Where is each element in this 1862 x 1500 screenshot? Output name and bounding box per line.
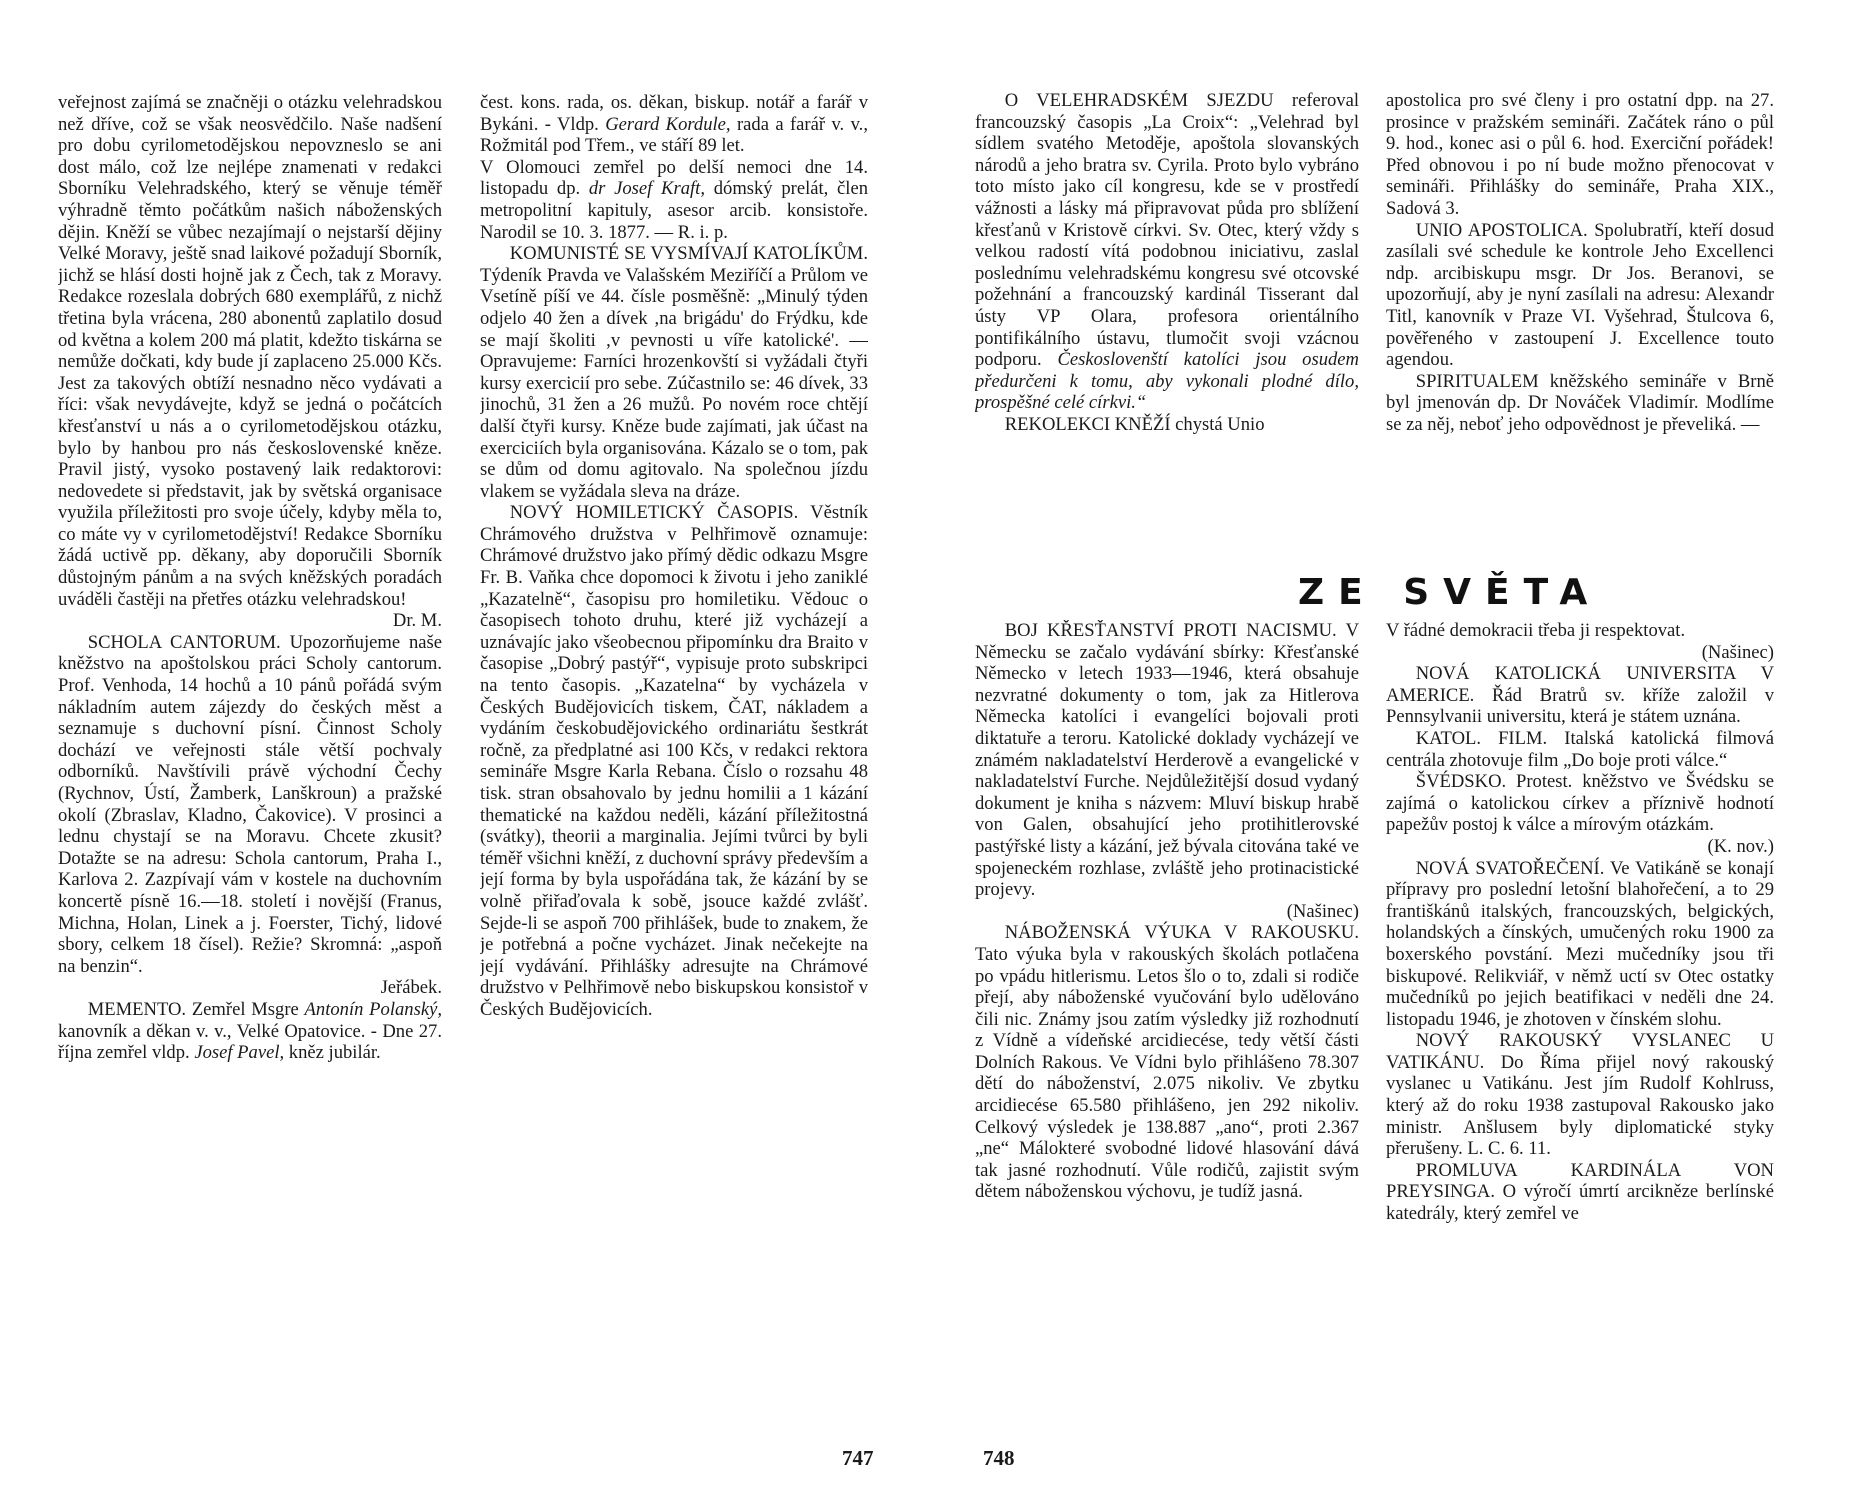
paragraph-olomouc-obituary: V Olomouci zemřel po delší nemoci dne 14. listopadu dp. dr Josef Kraft, dómský prelát, člen metropolitní kapituly, asesor arcib. konsistoře. Narodil se 10. 3. 1877. — R. i. p.	[480, 156, 868, 243]
paragraph-demokracie: V řádné demokracii třeba ji respektovat.	[1386, 620, 1686, 641]
paragraph-homileticky-casopis: NOVÝ HOMILETICKÝ ČASOPIS. Věstník Chrámového družstva v Pelhřimově oznamuje: Chrámové družstvo jako přímý dědic odkazu Msgre Fr. B. Vaňka chce dopomoci k životu i jeho zaniklé „Kazatelně“, časopisu pro homiletiku. Vědouc o časopisech tohoto druhu, které již vycházejí a uznávajíc jako všeobecnou připomínku dra Braito v časopise „Dobrý pastýř“, vypisuje proto subskripci na tento časopis. „Kazatelna“ by vycházela v Českých Budějovicích tiskem, ČAT, nákladem a vydáním českobudějovického ordinariátu šestkrát ročně, za předplatné asi 100 Kčs, v redakci rektora semináře Msgre Karla Rebana. Číslo o rozsahu 48 tisk. stran obsahovalo by jednu homilii a 1 kázání thematické na každou neděli, kázání příležitostná (svátky), theorii a marginalia. Jejími tvůrci by byli téměř všichni kněží, z duchovní správy především a její forma by byla uspořádána tak, že kázání by se volně přiřaďovala k sobě, jsouce každé zvlášť. Sejde-li se aspoň 700 přihlášek, bude to znakem, že je potřebná a počne vycházet. Jinak nečekejte na její vydávání. Přihlášky adresujte na Chrámové družstvo v Pelhřimově nebo biskupskou konsistoř v Českých Budějovicích.	[480, 502, 868, 1020]
paragraph-memento-continued: čest. kons. rada, os. děkan, biskup. notář a farář v Bykáni. - Vldp. Gerard Kordule, rada a farář v. v., Rožmitál pod Třem., ve stáří 89 let.	[480, 92, 868, 157]
paragraph-katolicka-universita: NOVÁ KATOLICKÁ UNIVERSITA V AMERICE. Řád Bratrů sv. kříže založil v Pennsylvanii universitu, která je státem uznána.	[1386, 663, 1774, 728]
signature-jerabek: Jeřábek.	[380, 977, 442, 999]
right-page-column-2-bottom	[1386, 620, 1774, 1410]
paragraph-velehradsky-sjezd: O VELEHRADSKÉM SJEZDU referoval francouzský časopis „La Croix“: „Velehrad byl sídlem svatého Metoděje, apoštola slovanských národů a jeho bratra sv. Cyrila. Proto bylo vybráno toto místo jako cíl kongresu, kde se v prostředí vážnosti a lásky má připravovat půda pro sblížení křesťanů v Kristově církvi. Sv. Otec, který vždy s velkou radostí vítá podobnou iniciativu, zaslal poslednímu velehradskému kongresu své otcovské požehnání a francouzský kardinál Tisserant dal ústy VP Olara, profesora orientálního pontifikálního ústavu, tlumočit svoji vzácnou podporu. Českoslovenští katolíci jsou osudem předurčeni k tomu, aby vykonali plodné dílo, prospěšné celé církvi.“	[975, 90, 1359, 414]
section-heading-ze-sveta: ZE SVĚTA	[1298, 572, 1602, 613]
paragraph-katol-film: KATOL. FILM. Italská katolická filmová centrála zhotovuje film „Do boje proti válce.“	[1386, 727, 1774, 771]
paragraph-velehrad-sbornik: veřejnost zajímá se značněji o otázku velehradskou než dříve, což se však neosvědčilo. Naše nadšení pro dobu cyrilometodějskou nepovzneslo se ani dost málo, což lze nejlépe znamenati v redakci Sborníku Velehradského, který se věnuje téměř výhradně těmto počátkům našich náboženských dějin. Kněží se vůbec nezajímají o nejstarší dějiny Velké Moravy, ještě snad laikové požadují Sborník, jichž se hlásí dosti hojně jak z Čech, tak z Moravy. Redakce rozeslala dobrých 680 exemplářů, z nichž třetina byla vrácena, 280 abonentů zaplatilo dosud od května a kolem 200 má platit, kdežto tiskárna se nemůže dočkati, kdy bude jí zaplaceno 25.000 Kčs. Jest za takových obtíží nesnadno něco vydávati a říci: však nevydávejte, když se jedná o počátcích křesťanství u nás a o cyrilometodějskou otázku, bylo by hanbou pro nás československé kněze. Pravil jistý, vysoko postavený laik redaktorovi: nedovedete si představit, jak by světská organisace využila příležitosti pro svoje účely, kdyby měla to, co máte vy v cyrilometodějství! Redakce Sborníku žádá uctivě pp. děkany, aby doporučili Sborník důstojným pánům a na svých kněžských poradách uváděli častěji na přetřes otázku velehradskou!	[58, 92, 442, 610]
paragraph-rakousky-vyslanec: NOVÝ RAKOUSKÝ VYSLANEC U VATIKÁNU. Do Říma přijel nový rakouský vyslanec u Vatikánu. Jest jím Rudolf Kohlruss, který až do roku 1938 zastupoval Rakousko jako ministr. Anšlusem byly diplomatické styky přerušeny. L. C. 6. 11.	[1386, 1030, 1774, 1160]
source-nasinec-1: (Našinec)	[1286, 900, 1359, 922]
page-number-right: 748	[983, 1446, 1015, 1470]
left-page-column-2	[480, 92, 868, 1412]
right-page-column-1-top	[975, 90, 1359, 558]
paragraph-unio-apostolica-rekolekce: apostolica pro své členy i pro ostatní dpp. na 27. prosince v pražském semináři. Začátek ráno o půl 9. hod., konec asi o půl 6. hod. Exerciční pořádek! Před obnovou i po ní bude možno přenocovat v semináři. Přihlášky do semináře, Praha XIX., Sadová 3.	[1386, 90, 1774, 219]
paragraph-svatoreceni: NOVÁ SVATOŘEČENÍ. Ve Vatikáně se konají přípravy pro poslední letošní blahořečení, a to 29 františkánů italských, francouzských, belgických, holandských a čínských, umučených roku 1900 za boxerského povstání. Mezi mučedníky jsou tři biskupové. Relikviář, v němž uctí sv Otec ostatky mučedníků po jejich beatifikaci v neděli dne 24. listopadu 1946, je zhotoven v čínském slohu.	[1386, 857, 1774, 1030]
paragraph-svedsko: ŠVÉDSKO. Protest. kněžstvo ve Švédsku se zajímá o katolickou církev a příznivě hodnotí papežův postoj k válce a mírovým otázkám.	[1386, 771, 1774, 836]
right-page	[931, 0, 1862, 1500]
right-page-column-1-bottom	[975, 620, 1359, 1410]
paragraph-spiritual: SPIRITUALEM kněžského semináře v Brně byl jmenován dp. Dr Nováček Vladimír. Modlíme se za něj, neboť jeho odpovědnost je převeliká. —	[1386, 370, 1774, 435]
paragraph-memento: MEMENTO. Zemřel Msgre Antonín Polanský, kanovník a děkan v. v., Velké Opatovice. - Dne 27. října zemřel vldp. Josef Pavel, kněz jubilár.	[58, 998, 442, 1064]
paragraph-nabozenska-vyuka: NÁBOŽENSKÁ VÝUKA V RAKOUSKU. Tato výuka byla v rakouských školách potlačena po vpádu hitlerismu. Letos šlo o to, zdali si rodiče přejí, aby náboženské vyučování bylo udělováno čili nic. Známy jsou zatím výsledky již rozhodnutí z Vídně a vídeňské arcidiecése, tedy větší části Dolních Rakous. Ve Vídni bylo přihlášeno 78.307 dětí do náboženství, 2.075 nikoliv. Ve zbytku arcidiecése 65.580 přihlášeno, jen 292 nikoliv. Celkový výsledek je 138.887 „ano“, proti 2.367 „ne“ Málokteré svobodné lidové hlasování dává tak jasné rozhodnutí. Vůle rodičů, zajistit svým dětem náboženskou výchovu, je tudíž jasná.	[975, 922, 1359, 1203]
source-nasinec-2: (Našinec)	[1701, 641, 1774, 663]
paragraph-komuniste: KOMUNISTÉ SE VYSMÍVAJÍ KATOLÍKŮM. Týdeník Pravda ve Valašském Meziříčí a Průlom ve Vsetíně píší ve 44. čísle posměšně: „Minulý týden odjelo 40 žen a dívek ,na brigádu' do Frýdku, kde se mají školiti ,v pevnosti u víře katolické'. — Opravujeme: Farníci hrozenkovští si vyžádali čtyři kursy exercicií pro sebe. Zúčastnilo se: 46 dívek, 33 jinochů, 31 žen a 26 mužů. Po novém roce chtějí další čtyři kursy. Kněze bude zajímati, jak účast na exerciciích byla organisována. Kázalo se o tom, pak se dům od domu agitovalo. Na společnou jízdu vlakem se vyžádala sleva na dráze.	[480, 243, 868, 502]
paragraph-rekolekci-knezi: REKOLEKCI KNĚŽÍ chystá Unio	[1004, 413, 1265, 435]
paragraph-unio-apostolica: UNIO APOSTOLICA. Spolubratří, kteří dosud zasílali své schedule ke kontrole Jeho Excellenci ndp. arcibiskupu msgr. Dr Jos. Beranovi, se upozorňují, aby je nyní zasílali na adresu: Alexandr Titl, kanovník v Praze VI. Vyšehrad, Štulcova 6, pověřeného v zastoupení J. Excellence touto agendou.	[1386, 219, 1774, 371]
paragraph-schola-cantorum: SCHOLA CANTORUM. Upozorňujeme naše kněžstvo na apoštolskou práci Scholy cantorum. Prof. Venhoda, 14 hochů a 10 pánů pořádá svým nákladním autem zájezdy do českých měst a seznamuje s duchovní písní. Činnost Scholy dochází ve veřejnosti stále větší pochvaly odborníků. Navštívili právě východní Čechy (Rychnov, Ústí, Žamberk, Lanškroun) a pražské okolí (Zbraslav, Kladno, Čakovice). V prosinci a lednu chystají se na Moravu. Chcete zkusit? Dotažte se na adresu: Schola cantorum, Praha I., Karlova 2. Zazpívají vám v kostele na duchovním koncertě písně 16.—18. století i novější (Franus, Michna, Holan, Linek a j. Foerster, Tichý, lidové sbory, celkem 18 čísel). Režie? Skromná: „aspoň na benzin“.	[58, 631, 442, 977]
right-page-column-2-top	[1386, 90, 1774, 558]
signature-dr-m: Dr. M.	[392, 610, 442, 632]
page-number-left: 747	[842, 1446, 874, 1470]
paragraph-promluva-kardinala: PROMLUVA KARDINÁLA VON PREYSINGA. O výročí úmrtí arcikněze berlínské katedrály, který zemřel ve	[1386, 1159, 1774, 1225]
left-page-column-1	[58, 92, 442, 1412]
source-k-nov: (K. nov.)	[1707, 835, 1774, 857]
paragraph-boj-krestanstvi: BOJ KŘESŤANSTVÍ PROTI NACISMU. V Německu se začalo vydávání sbírky: Křesťanské Německo v letech 1933—1946, která obsahuje nezvratné dokumenty o tom, jak za Hitlerova Německa katolíci i evangelíci bojovali proti diktatuře a teroru. Katolické doklady vycházejí ve známém nakladatelství Herderově a evangelické v nakladatelství Furche. Nejdůležitější dosud vydaný dokument je kniha s názvem: Mluví biskup hrabě von Galen, obsahující jeho protihitlerovské pastýřské listy a kázání, jež bývala citována také ve spojeneckém rozhlase, zvláště jeho protinacistické projevy.	[975, 620, 1359, 901]
